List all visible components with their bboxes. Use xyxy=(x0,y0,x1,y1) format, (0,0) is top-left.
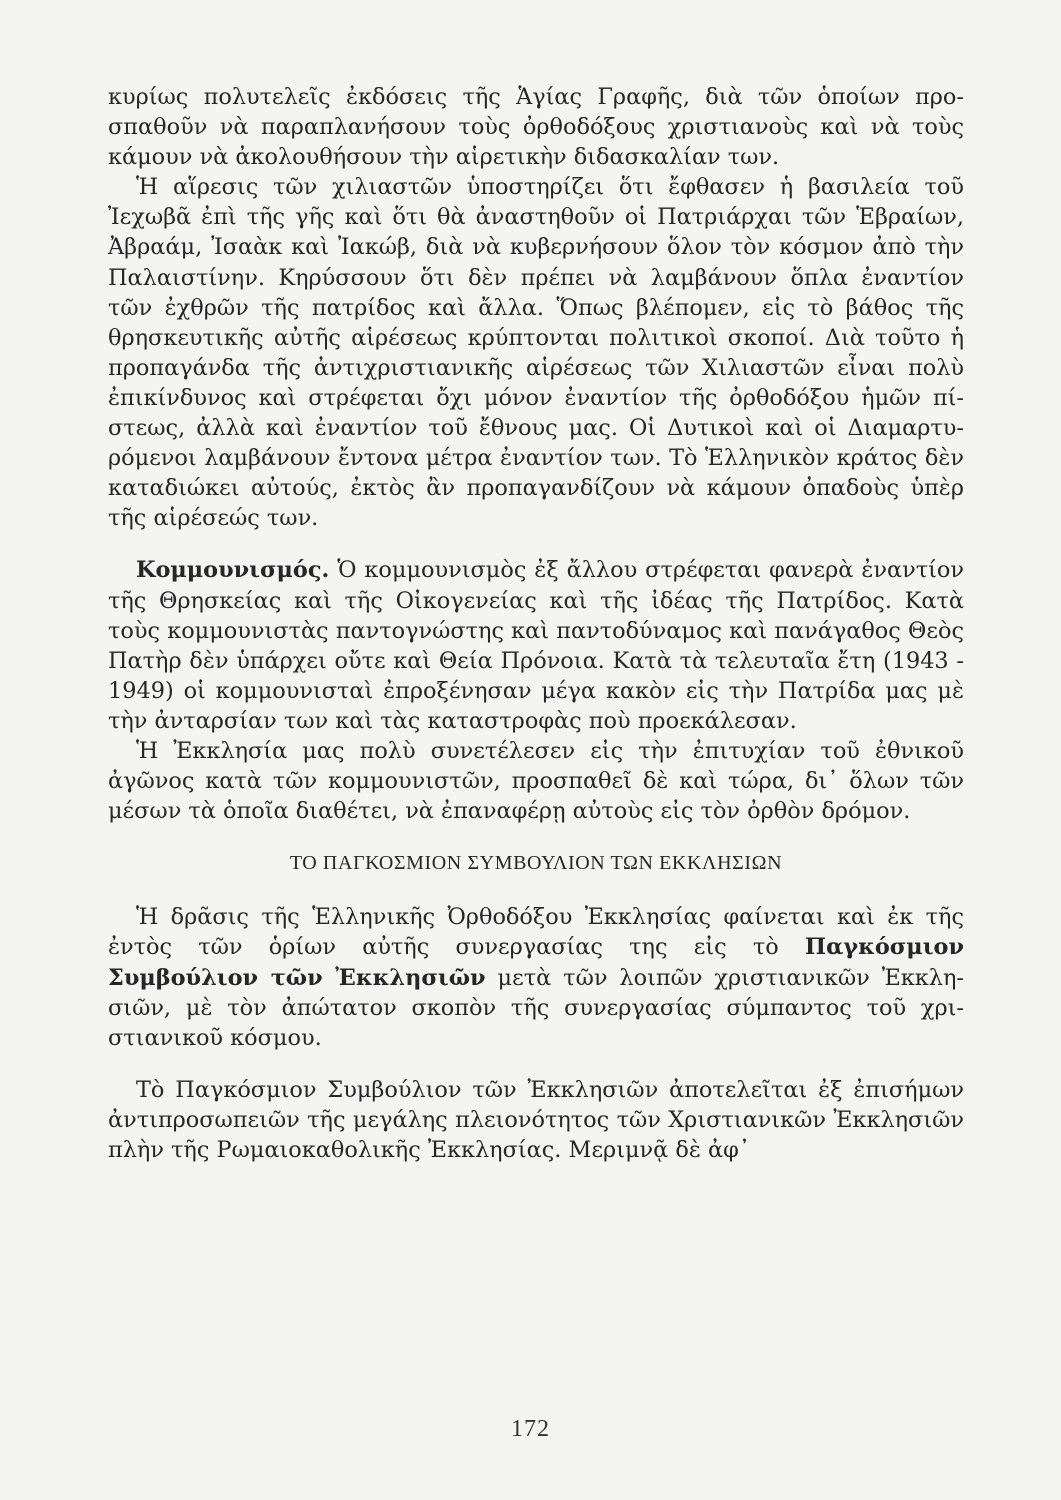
paragraph-communism xyxy=(108,555,964,736)
term-communism: Κομμουνισμός. xyxy=(136,557,330,584)
paragraph-wcc-composition: Τὸ Παγκόσμιον Συμβούλιον τῶν Ἐκκλησιῶν ἀποτελεῖται ἐξ ἐπισήμων ἀντιπροσωπειῶν τῆς μεγάλης πλειονότητος τῶν Χριστιανικῶν Ἐκκλησιῶν πλὴν τῆς Ρωμαιοκαθολικῆς Ἐκκλησίας. Μεριμνᾷ δὲ ἀφ᾽ xyxy=(108,1076,964,1163)
paragraph-continuation: κυρίως πολυτελεῖς ἐκδόσεις τῆς Ἁγίας Γραφῆς, διὰ τῶν ὁποίων προσπαθοῦν νὰ παραπλανήσουν τοὺς ὀρθοδόξους χριστιανοὺς καὶ νὰ τοὺς κάμουν νὰ ἀκολουθήσουν τὴν αἱρετικὴν διδασκαλίαν των. xyxy=(108,84,964,171)
paragraph-church-struggle: Ἡ Ἐκκλησία μας πολὺ συνετέλεσεν εἰς τὴν ἐπιτυχίαν τοῦ ἐθνικοῦ ἀγῶνος κατὰ τῶν κομμουνιστῶν, προσπαθεῖ δὲ καὶ τώρα, δι᾽ ὅλων τῶν μέσων τὰ ὁποῖα διαθέτει, νὰ ἐπαναφέρῃ αὐτοὺς εἰς τὸν ὀρθὸν δρόμον. xyxy=(108,737,964,825)
paragraph-communism-text: Ὁ κομμουνισμὸς ἐξ ἄλλου στρέφεται φανερὰ ἐναντίον τῆς Θρησκείας καὶ τῆς Οἰκογενείας καὶ τῆς ἰδέας τῆς Πατρίδος. Κατὰ τοὺς κομμουνιστὰς παντογνώστης καὶ παντοδύναμος καὶ πανάγαθος Θεὸς Πατὴρ δὲν ὑπάρχει οὔτε καὶ Θεία Πρόνοια. Κατὰ τὰ τελευταῖα ἔτη (1943 - 1949) οἱ κομμουνισταὶ ἐπροξένησαν μέγα κακὸν εἰς τὴν Πατρίδα μας μὲ τὴν ἀνταρσίαν των καὶ τὰς καταστροφὰς ποὺ προεκάλεσαν. xyxy=(108,557,964,734)
paragraph-wcc-text-b: μετὰ τῶν λοιπῶν χριστιανικῶν Ἐκκλησιῶν, μὲ τὸν ἀπώτατον σκοπὸν τῆς συνεργασίας σύμπαντος τοῦ χριστιανικοῦ κόσμου. xyxy=(108,964,964,1051)
term-world-council: Παγκόσμιον Συμβούλιον τῶν Ἐκκλησιῶν xyxy=(108,934,964,991)
paragraph-chiliasts: Ἡ αἵρεσις τῶν χιλιαστῶν ὑποστηρίζει ὅτι ἔφθασεν ἡ βασιλεία τοῦ Ἰεχωβᾶ ἐπὶ τῆς γῆς καὶ ὅτι θὰ ἀναστηθοῦν οἱ Πατριάρχαι τῶν Ἑβραίων, Ἀβραάμ, Ἰσαὰκ καὶ Ἰακώβ, διὰ νὰ κυβερνήσουν ὅλον τὸν κόσμον ἀπὸ τὴν Παλαιστίνην. Κηρύσσουν ὅτι δὲν πρέπει νὰ λαμβάνουν ὅπλα ἐναντίον τῶν ἐχθρῶν τῆς πατρίδος καὶ ἄλλα. Ὅπως βλέπομεν, εἰς τὸ βάθος τῆς θρησκευτικῆς αὐτῆς αἱρέσεως κρύπτονται πολιτικοὶ σκοποί. Διὰ τοῦτο ἡ προπαγάνδα τῆς ἀντιχριστιανικῆς αἱρέσεως τῶν Χιλιαστῶν εἶναι πολὺ ἐπικίνδυνος καὶ στρέφεται ὄχι μόνον ἐναντίον τῆς ὀρθοδόξου ἡμῶν πίστεως, ἀλλὰ καὶ ἐναντίον τοῦ ἔθνους μας. Οἱ Δυτικοὶ καὶ οἱ Διαμαρτυρόμενοι λαμβάνουν ἔντονα μέτρα ἐναντίον των. Τὸ Ἑλληνικὸν κράτος δὲν καταδιώκει αὐτούς, ἐκτὸς ἂν προπαγανδίζουν νὰ κάμουν ὀπαδοὺς ὑπὲρ τῆς αἱρέσεώς των. xyxy=(108,174,964,532)
page-number: 172 xyxy=(511,1416,550,1442)
page-body xyxy=(108,82,964,1165)
paragraph-wcc-activity xyxy=(108,902,964,1052)
paragraph-wcc-text-a: Ἡ δρᾶσις τῆς Ἑλληνικῆς Ὀρθοδόξου Ἐκκλησίας φαίνεται καὶ ἐκ τῆς ἐντὸς τῶν ὁρίων αὐτῆς συνεργασίας της εἰς τὸ xyxy=(108,904,964,961)
section-heading: ΤΟ ΠΑΓΚΟΣΜΙΟΝ ΣΥΜΒΟΥΛΙΟΝ ΤΩΝ ΕΚΚΛΗΣΙΩΝ xyxy=(289,852,783,875)
